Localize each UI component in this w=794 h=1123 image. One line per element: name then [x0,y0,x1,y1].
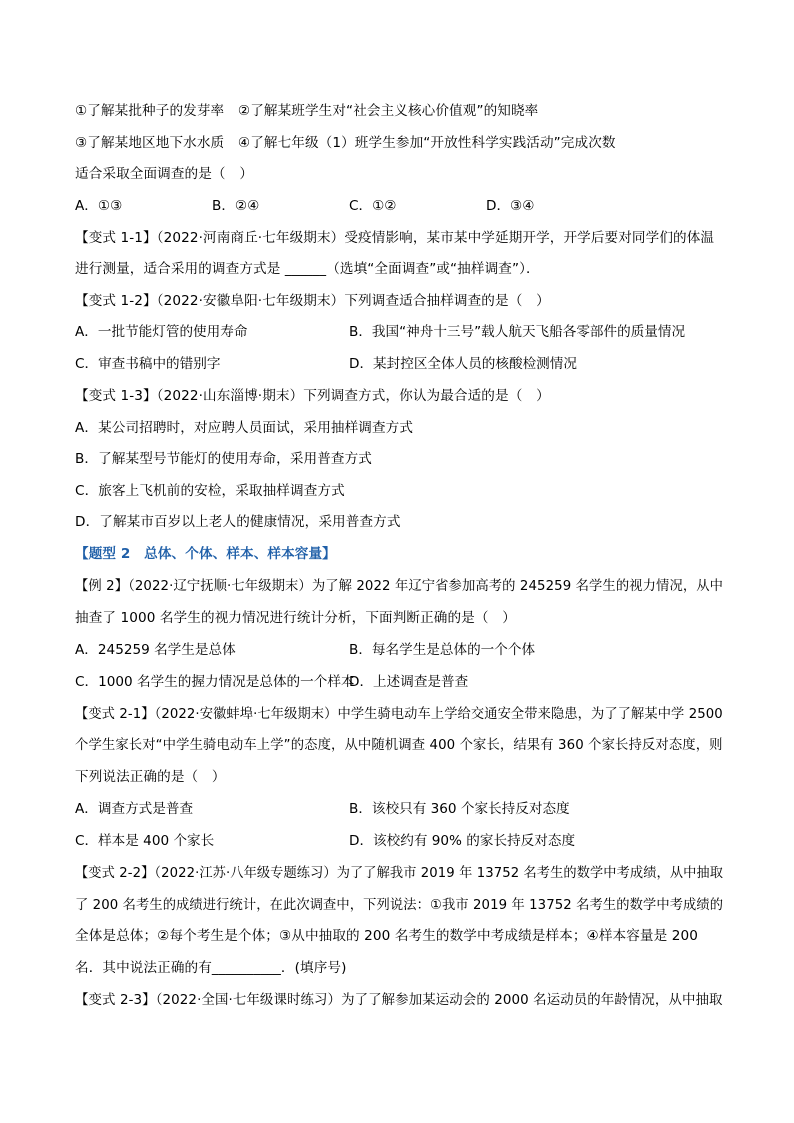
option-b: B．②④ [212,198,260,214]
option-a: A．一批节能灯管的使用寿命 [75,324,248,340]
question-statement-1: ①了解某批种子的发芽率 ②了解某班学生对“社会主义核心价值观”的知晓率 [75,103,539,119]
option-d: D．上述调查是普查 [349,674,469,690]
variant-1-1-line-1: 【变式 1-1】（2022·河南商丘·七年级期末）受疫情影响，某市某中学延期开学，开学后要对同学们的体温 [75,230,715,246]
option-c: C．①② [349,198,397,214]
variant-2-1-line-3: 下列说法正确的是（ ） [75,769,226,785]
variant-2-2-line-1: 【变式 2-2】（2022·江苏·八年级专题练习）为了了解我市 2019 年 13752 名考生的数学中考成绩，从中抽取 [75,865,724,881]
variant-1-3-option-c: C．旅客上飞机前的安检，采取抽样调查方式 [75,483,345,499]
variant-1-3-stem: 【变式 1-3】（2022·山东淄博·期末）下列调查方式，你认为最合适的是（ ） [75,388,550,404]
variant-2-2-line-2: 了 200 名考生的成绩进行统计，在此次调查中，下列说法：①我市 2019 年 13752 名考生的数学中考成绩的 [75,897,724,913]
example-2-line-2: 抽查了 1000 名学生的视力情况进行统计分析，下面判断正确的是（ ） [75,610,516,626]
option-a: A．①③ [75,198,123,214]
option-a: A．调查方式是普查 [75,801,194,817]
option-d: D．③④ [486,198,535,214]
variant-1-3-option-b: B．了解某型号节能灯的使用寿命，采用普查方式 [75,451,372,467]
option-c: C．1000 名学生的握力情况是总体的一个样本 [75,674,355,690]
variant-1-3-option-a: A．某公司招聘时，对应聘人员面试，采用抽样调查方式 [75,420,414,436]
example-2-line-1: 【例 2】（2022·辽宁抚顺·七年级期末）为了解 2022 年辽宁省参加高考的 245259 名学生的视力情况，从中 [75,578,724,594]
option-b: B．每名学生是总体的一个个体 [349,642,536,658]
topic-heading: 【题型 2 总体、个体、样本、样本容量】 [75,546,336,562]
option-c: C．样本是 400 个家长 [75,833,215,849]
option-b: B．我国“神舟十三号”载人航天飞船各零部件的质量情况 [349,324,686,340]
variant-2-1-line-1: 【变式 2-1】（2022·安徽蚌埠·七年级期末）中学生骑电动车上学给交通安全带来隐患，为了了解某中学 2500 [75,706,723,722]
variant-1-1-line-2: 进行测量，适合采用的调查方式是 ______（选填“全面调查”或“抽样调查”）． [75,261,540,277]
option-b: B．该校只有 360 个家长持反对态度 [349,801,570,817]
variant-2-2-line-4: 名．其中说法正确的有__________．(填序号) [75,960,347,976]
variant-2-2-line-3: 全体是总体；②每个考生是个体；③从中抽取的 200 名考生的数学中考成绩是样本；④样本容量是 200 [75,928,698,944]
option-d: D．某封控区全体人员的核酸检测情况 [349,356,577,372]
option-d: D．该校约有 90% 的家长持反对态度 [349,833,576,849]
option-a: A．245259 名学生是总体 [75,642,236,658]
option-c: C．审查书稿中的错别字 [75,356,221,372]
question-prompt: 适合采取全面调查的是（ ） [75,166,254,182]
variant-1-3-option-d: D．了解某市百岁以上老人的健康情况，采用普查方式 [75,514,401,530]
question-statement-2: ③了解某地区地下水水质 ④了解七年级（1）班学生参加“开放性科学实践活动”完成次数 [75,135,616,151]
variant-1-2-stem: 【变式 1-2】（2022·安徽阜阳·七年级期末）下列调查适合抽样调查的是（ ） [75,293,550,309]
variant-2-3-line-1: 【变式 2-3】（2022·全国·七年级课时练习）为了了解参加某运动会的 2000 名运动员的年龄情况，从中抽取 [75,992,723,1008]
variant-2-1-line-2: 个学生家长对“中学生骑电动车上学”的态度，从中随机调查 400 个家长，结果有 360 个家长持反对态度，则 [75,737,723,753]
